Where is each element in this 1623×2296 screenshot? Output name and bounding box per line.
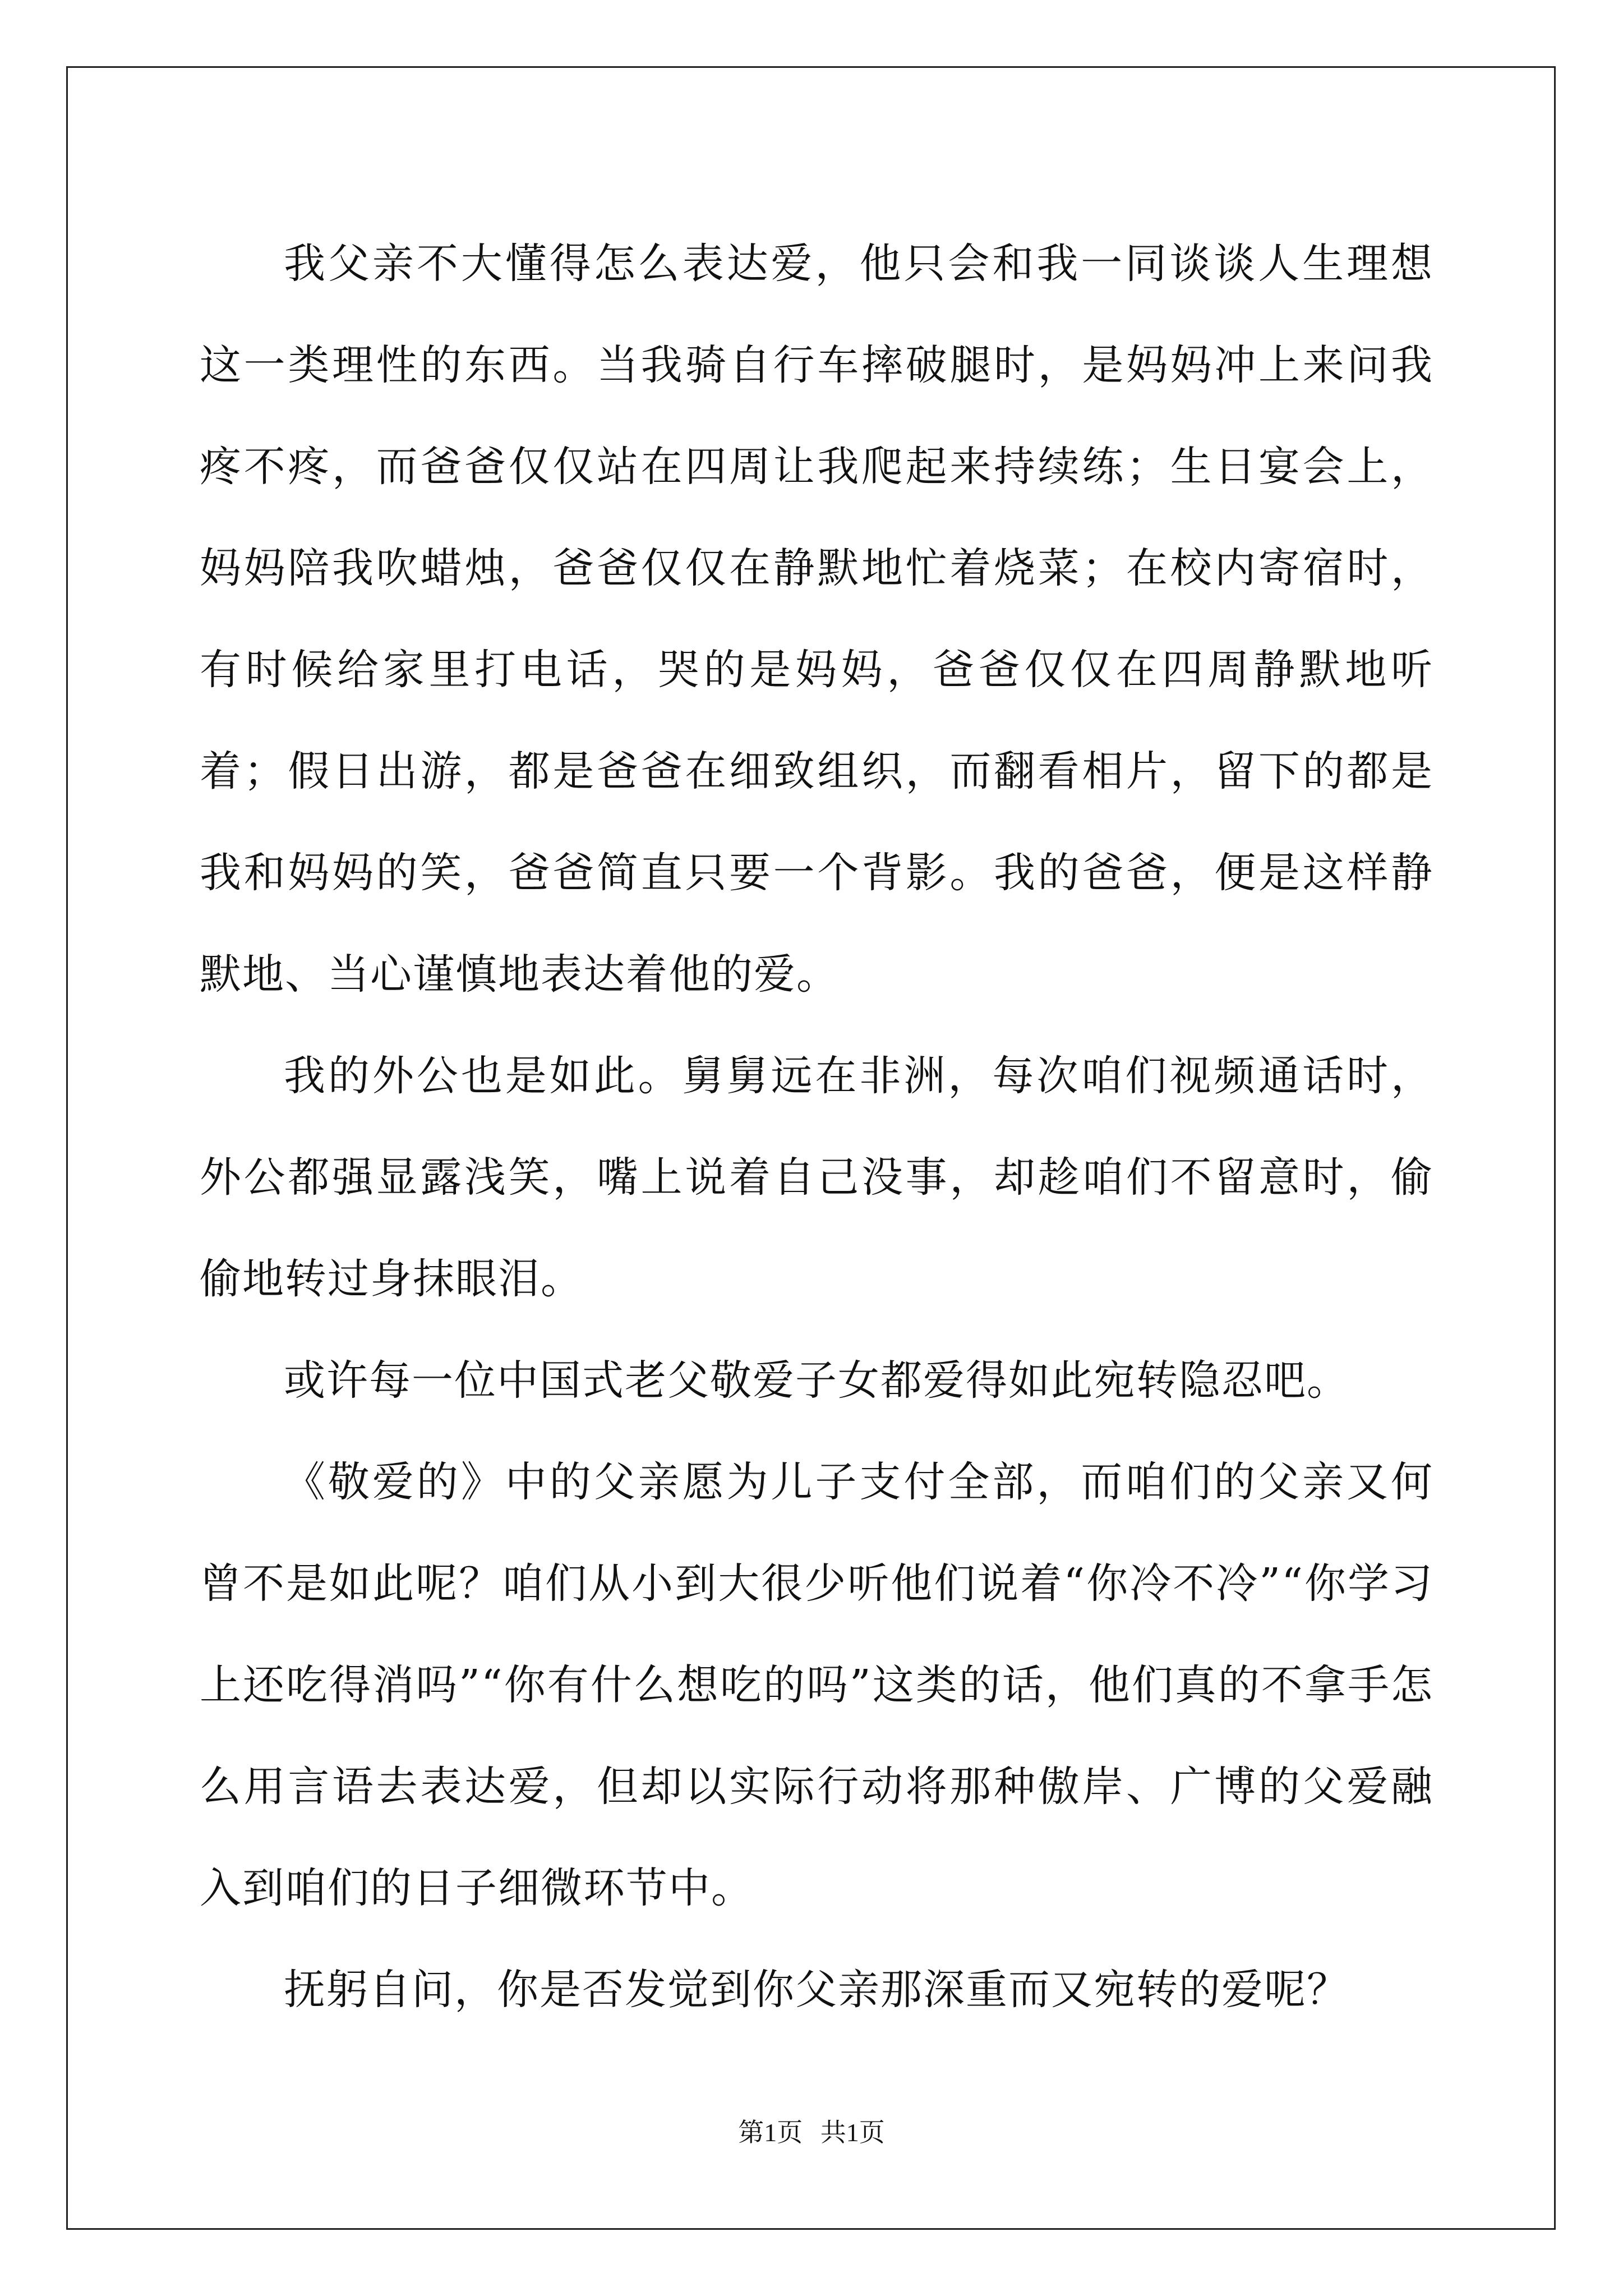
page-total: 共1页	[820, 2118, 885, 2147]
paragraph-4: 《敬爱的》中的父亲愿为儿子支付全部，而咱们的父亲又何曾不是如此呢？咱们从小到大很少听他们说着“你冷不冷”“你学习上还吃得消吗”“你有什么想吃的吗”这类的话，他们真的不拿手怎么用言语去表达爱，但却以实际行动将那种傲岸、广博的父爱融入到咱们的日子细微环节中。	[200, 1458, 1433, 1912]
paragraph-5: 抚躬自问，你是否发觉到你父亲那深重而又宛转的爱呢？	[284, 1966, 1349, 2014]
paragraph-1: 我父亲不大懂得怎么表达爱，他只会和我一同谈谈人生理想这一类理性的东西。当我骑自行车摔破腿时，是妈妈冲上来问我疼不疼，而爸爸仅仅站在四周让我爬起来持续练；生日宴会上，妈妈陪我吹蜡烛，爸爸仅仅在静默地忙着烧菜；在校内寄宿时，有时候给家里打电话，哭的是妈妈，爸爸仅仅在四周静默地听着；假日出游，都是爸爸在细致组织，而翻看相片，留下的都是我和妈妈的笑，爸爸简直只要一个背影。我的爸爸，便是这样静默地、当心谨慎地表达着他的爱。	[200, 240, 1433, 999]
document-body	[200, 213, 1433, 2041]
paragraph-3: 或许每一位中国式老父敬爱子女都爱得如此宛转隐忍吧。	[284, 1356, 1349, 1405]
page-number: 第1页	[738, 2118, 803, 2147]
paragraph-2: 我的外公也是如此。舅舅远在非洲，每次咱们视频通话时，外公都强显露浅笑，嘴上说着自己没事，却趁咱们不留意时，偷偷地转过身抹眼泪。	[200, 1052, 1433, 1303]
page-footer	[0, 2116, 1623, 2150]
